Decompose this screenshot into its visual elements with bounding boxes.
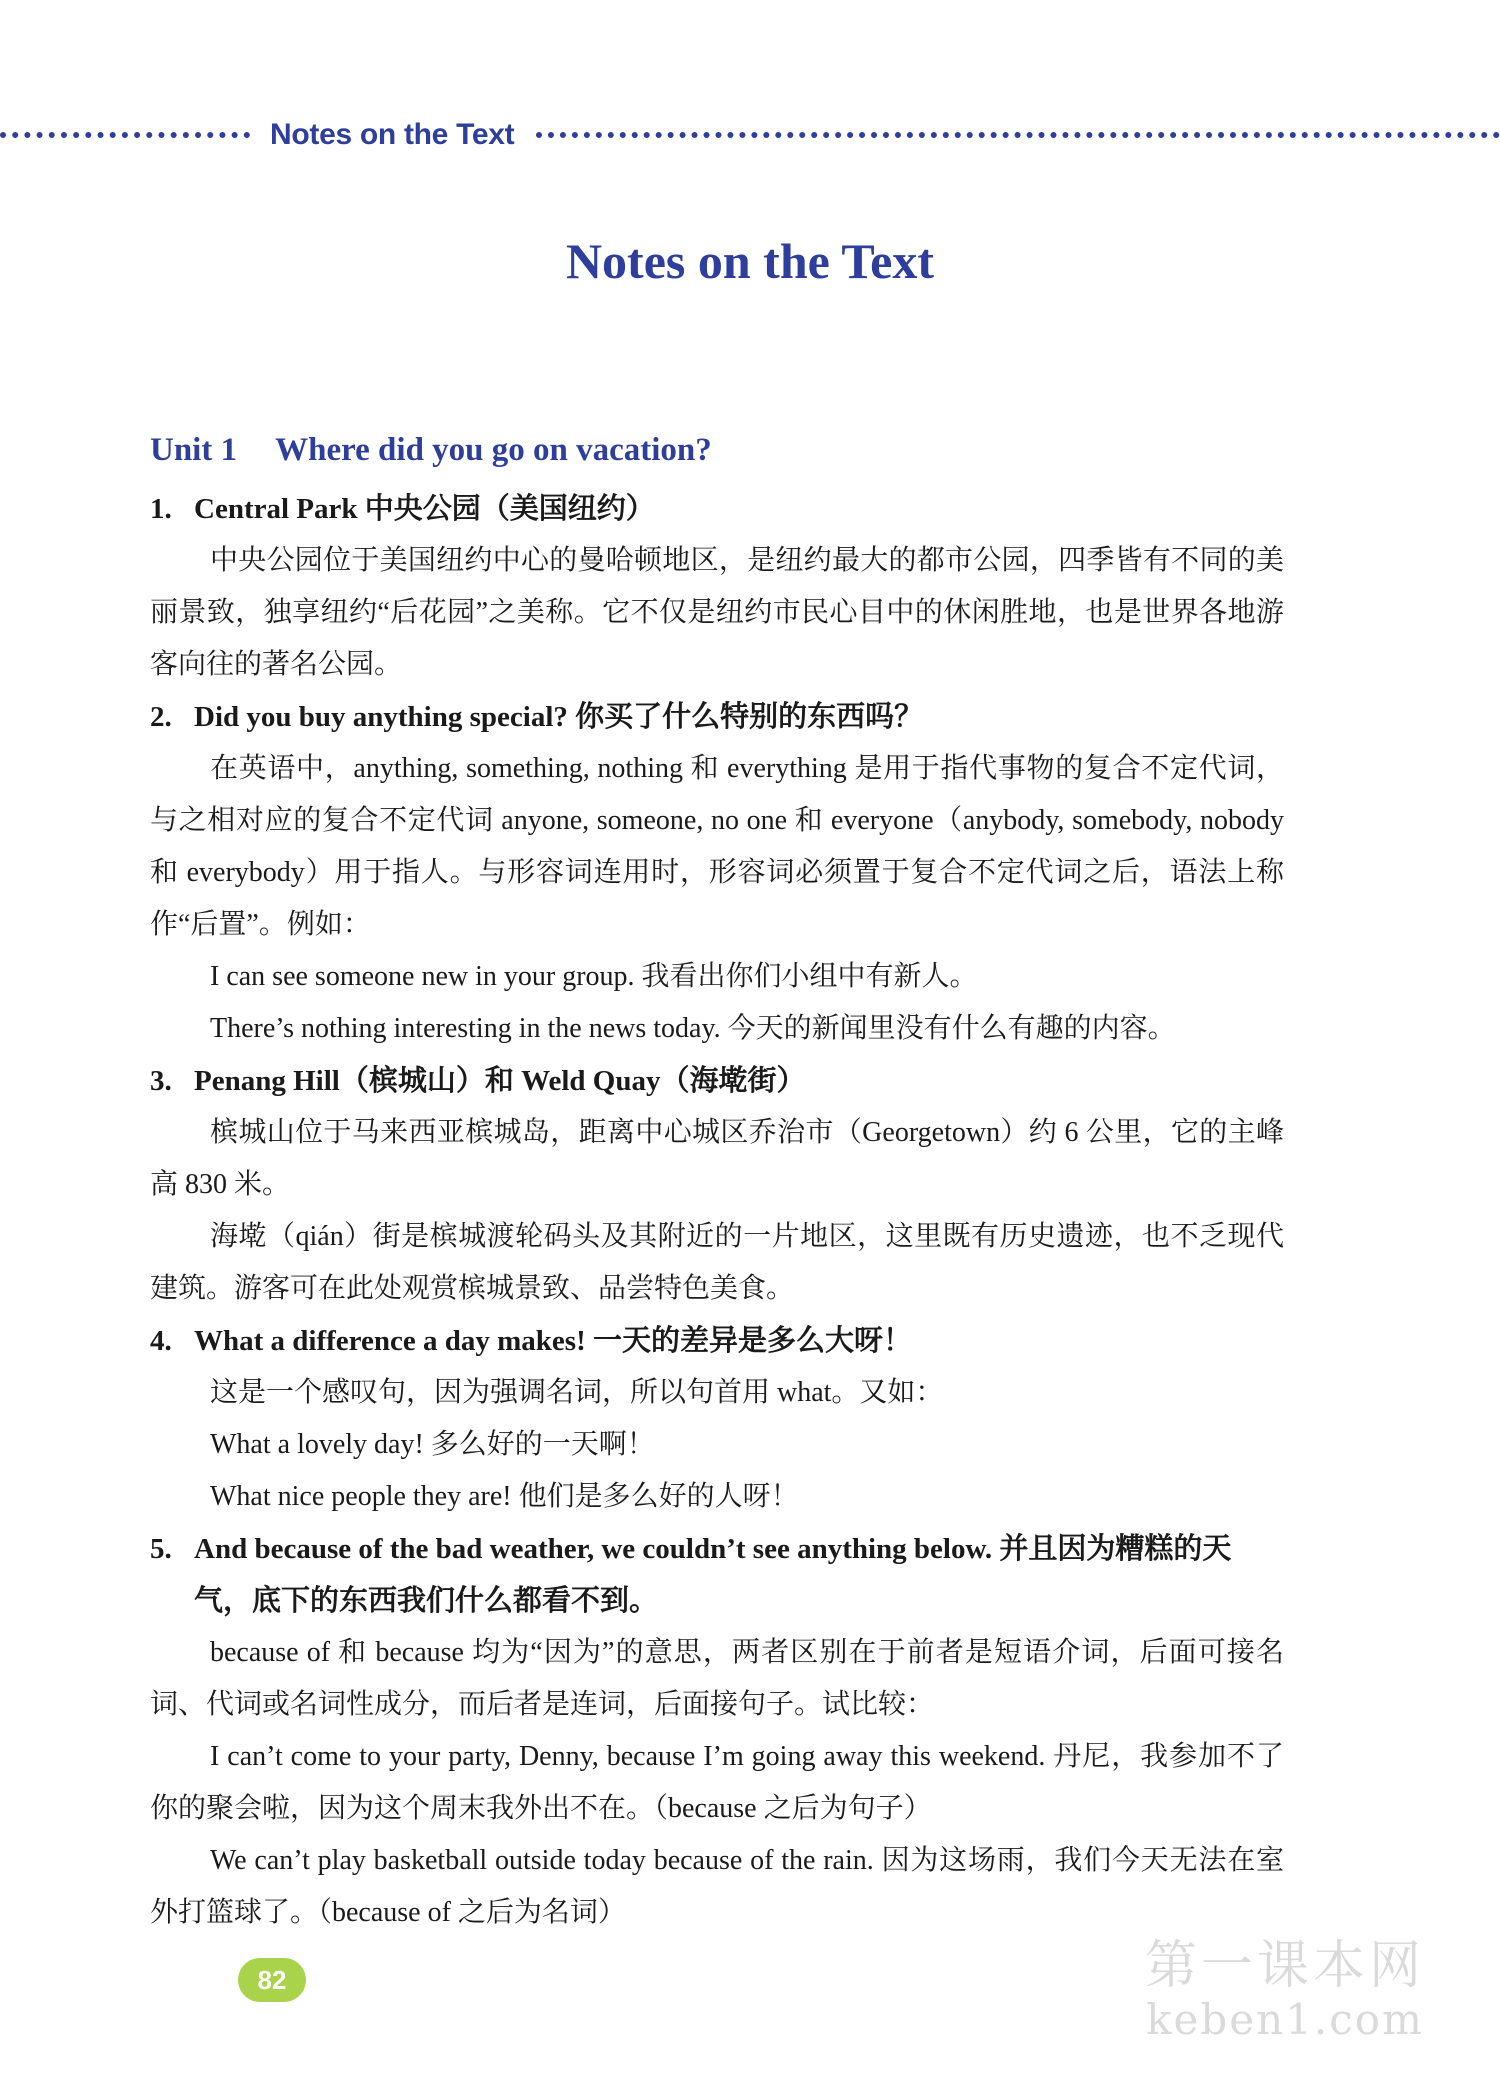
note-title: 5. And because of the bad weather, we couldn’t see anything below. 并且因为糟糕的天气，底下的东西我们什么都看不到。 [150, 1533, 1232, 1617]
note-5 [150, 1523, 1284, 1939]
watermark-line-1: 第一课本网 [1144, 1936, 1425, 1996]
note-paragraph: We can’t play basketball outside today because of the rain. 因为这场雨，我们今天无法在室外打篮球了。（because of 之后为名词） [150, 1845, 1284, 1928]
note-paragraph: 海墘（qián）街是槟城渡轮码头及其附近的一片地区，这里既有历史遗迹，也不乏现代建筑。游客可在此处观赏槟城景致、品尝特色美食。 [150, 1221, 1284, 1304]
example-sentence: What a lovely day! 多么好的一天啊！ [210, 1429, 655, 1460]
example-sentence: I can see someone new in your group. 我看出你们小组中有新人。 [210, 961, 978, 992]
running-header [0, 118, 1500, 152]
unit-heading [150, 425, 1284, 475]
note-4 [150, 1315, 1284, 1523]
unit-title: Where did you go on vacation? [275, 432, 712, 468]
note-paragraph: 槟城山位于马来西亚槟城岛，距离中心城区乔治市（Georgetown）约 6 公里，它的主峰高 830 米。 [150, 1117, 1284, 1200]
note-paragraph: 中央公园位于美国纽约中心的曼哈顿地区，是纽约最大的都市公园，四季皆有不同的美丽景致，独享纽约“后花园”之美称。它不仅是纽约市民心目中的休闲胜地，也是世界各地游客向往的著名公园。 [150, 545, 1284, 680]
note-title: 3. Penang Hill（槟城山）和 Weld Quay（海墘街） [150, 1065, 806, 1097]
watermark-line-2: keben1.com [1146, 1995, 1424, 2044]
running-header-label: Notes on the Text [270, 118, 515, 151]
note-title: 4. What a difference a day makes! 一天的差异是多么大呀！ [150, 1325, 912, 1357]
note-title: 2. Did you buy anything special? 你买了什么特别的东西吗？ [150, 701, 924, 733]
note-paragraph: because of 和 because 均为“因为”的意思，两者区别在于前者是短语介词，后面可接名词、代词或名词性成分，而后者是连词，后面接句子。试比较： [150, 1637, 1284, 1720]
example-sentence: There’s nothing interesting in the news today. 今天的新闻里没有什么有趣的内容。 [210, 1013, 1176, 1044]
example-sentence: What nice people they are! 他们是多么好的人呀！ [210, 1481, 799, 1512]
page-title: Notes on the Text [565, 233, 935, 289]
note-2 [150, 691, 1284, 1055]
note-paragraph: 这是一个感叹句，因为强调名词，所以句首用 what。又如： [210, 1377, 944, 1408]
notes-content [150, 425, 1284, 1939]
note-1 [150, 483, 1284, 691]
note-paragraph: 在英语中，anything, something, nothing 和 everything 是用于指代事物的复合不定代词，与之相对应的复合不定代词 anyone, someone, no one 和 everyone（anybody, somebody, nobody 和 everybody）用于指人。与形容词连用时，形容词必须置于复合不定代词之后，语法上称作“后置”。例如： [150, 753, 1284, 940]
header-dotted-rule-left [0, 132, 250, 138]
unit-number: Unit 1 [150, 432, 238, 468]
watermark [1135, 1935, 1435, 2043]
note-paragraph: I can’t come to your party, Denny, because I’m going away this weekend. 丹尼，我参加不了你的聚会啦，因为这个周末我外出不在。（because 之后为句子） [150, 1741, 1284, 1824]
note-title: 1. Central Park 中央公园（美国纽约） [150, 493, 655, 525]
page-number-badge: 82 [238, 1958, 306, 2002]
note-3 [150, 1055, 1284, 1315]
header-dotted-rule-right [536, 132, 1500, 138]
